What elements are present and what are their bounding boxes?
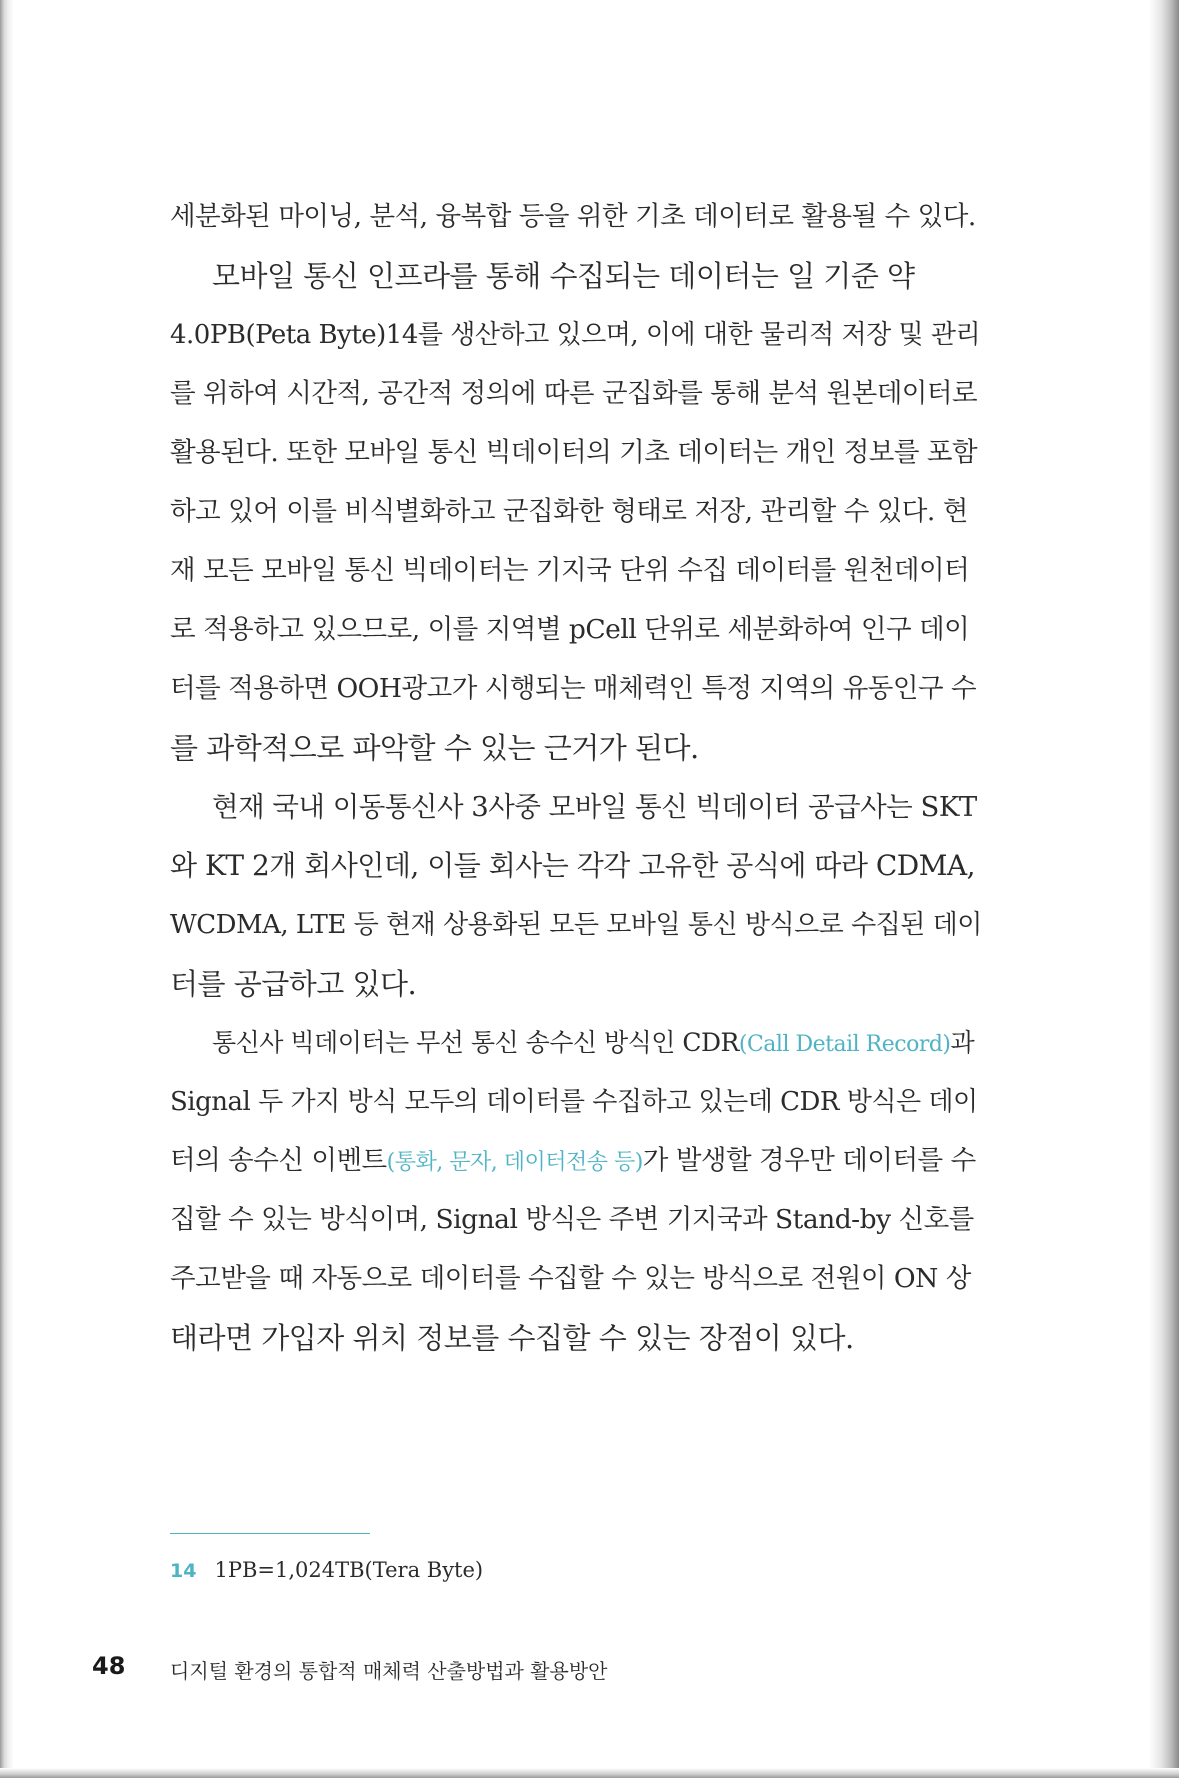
body-text-run: 가 발생할 경우만 데이터를 수 <box>642 1145 976 1176</box>
page-right-edge <box>1149 0 1179 1778</box>
body-line: 세분화된 마이닝, 분석, 융복합 등을 위한 기초 데이터로 활용될 수 있다. <box>170 201 976 232</box>
gloss-annotation: (Call Detail Record) <box>738 1032 951 1057</box>
body-line: 하고 있어 이를 비식별화하고 군집화한 형태로 저장, 관리할 수 있다. 현 <box>170 496 968 527</box>
body-line: 재 모든 모바일 통신 빅데이터는 기지국 단위 수집 데이터를 원천데이터 <box>170 555 970 586</box>
page-number: 48 <box>92 1652 126 1680</box>
body-line: 활용된다. 또한 모바일 통신 빅데이터의 기초 데이터는 개인 정보를 포함 <box>170 437 978 468</box>
footnote-text: 1PB=1,024TB(Tera Byte) <box>214 1558 484 1582</box>
body-line: 집할 수 있는 방식이며, Signal 방식은 주변 기지국과 Stand-by 신호를 <box>170 1204 974 1235</box>
footnote <box>170 1555 483 1586</box>
body-text-run: 터의 송수신 이벤트 <box>170 1145 387 1176</box>
footnote-number: 14 <box>170 1560 197 1582</box>
body-line: 주고받을 때 자동으로 데이터를 수집할 수 있는 방식으로 전원이 ON 상 <box>170 1263 971 1294</box>
page-left-edge <box>0 0 14 1778</box>
body-line: 현재 국내 이동통신사 3사중 모바일 통신 빅데이터 공급사는 SKT <box>212 791 977 823</box>
body-line: 로 적용하고 있으므로, 이를 지역별 pCell 단위로 세분화하여 인구 데이 <box>170 614 970 645</box>
gloss-annotation: (통화, 문자, 데이터전송 등) <box>386 1150 643 1175</box>
body-text-run: 통신사 빅데이터는 무선 통신 송수신 방식인 CDR <box>212 1028 739 1057</box>
running-title: 디지털 환경의 통합적 매체력 산출방법과 활용방안 <box>170 1659 608 1683</box>
body-line: 를 과학적으로 파악할 수 있는 근거가 된다. <box>170 731 699 765</box>
footnote-divider <box>170 1533 370 1534</box>
body-line: 모바일 통신 인프라를 통해 수집되는 데이터는 일 기준 약 <box>212 259 915 293</box>
body-line: 터를 공급하고 있다. <box>170 967 417 1001</box>
body-line: 와 KT 2개 회사인데, 이들 회사는 각각 고유한 공식에 따라 CDMA, <box>170 849 975 882</box>
body-line <box>170 1018 982 1068</box>
body-line: WCDMA, LTE 등 현재 상용화된 모든 모바일 통신 방식으로 수집된 데이 <box>170 910 982 940</box>
body-line: 를 위하여 시간적, 공간적 정의에 따른 군집화를 통해 분석 원본데이터로 <box>170 378 978 409</box>
body-line: 태라면 가입자 위치 정보를 수집할 수 있는 장점이 있다. <box>170 1321 854 1355</box>
body-line: Signal 두 가지 방식 모두의 데이터를 수집하고 있는데 CDR 방식은 데이 <box>170 1087 978 1117</box>
body-line: 4.0PB(Peta Byte)14를 생산하고 있으며, 이에 대한 물리적 저장 및 관리 <box>170 320 981 350</box>
page-bottom-edge <box>0 1768 1179 1778</box>
body-line: 터를 적용하면 OOH광고가 시행되는 매체력인 특정 지역의 유동인구 수 <box>170 673 977 704</box>
body-text-run: 과 <box>950 1028 975 1057</box>
body-line <box>170 1136 982 1186</box>
